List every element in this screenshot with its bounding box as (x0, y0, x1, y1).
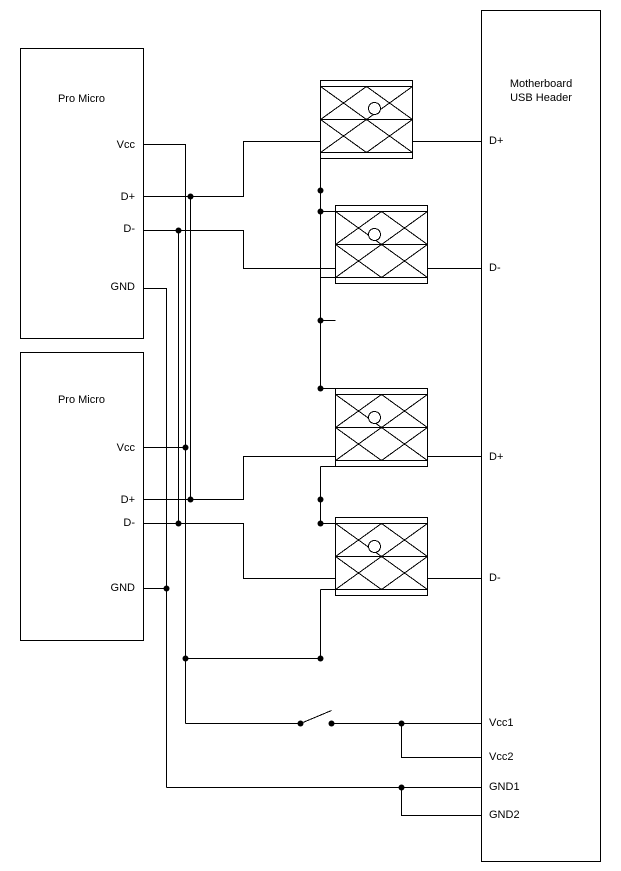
pm1-pin-gnd-label: GND (110, 281, 135, 293)
junction-dot (176, 521, 182, 527)
wire-gnd2-branch (402, 788, 482, 816)
junction-dot (188, 194, 194, 200)
header-pin-vcc2-label: Vcc2 (489, 751, 514, 763)
junction-dot (188, 497, 194, 503)
junction-dot (318, 188, 324, 194)
pro-micro-2-label: Pro Micro (57, 394, 106, 406)
switch-1-symbol (301, 711, 332, 724)
pm2-pin-gnd-label: GND (110, 582, 135, 594)
motherboard-usb-header-label: Motherboard USB Header (509, 78, 573, 104)
header-pin-dplus-2-label: D+ (489, 451, 504, 463)
relay-4-symbol (336, 518, 428, 596)
pm2-pin-dplus-label: D+ (120, 494, 135, 506)
relay-1-symbol (321, 81, 413, 159)
junction-dot (176, 228, 182, 234)
wire-vcc2-branch (402, 724, 482, 758)
junction-dot (318, 497, 324, 503)
header-pin-gnd1-label: GND1 (489, 781, 520, 793)
wire-pm2-dplus (144, 457, 336, 500)
junction-dot (318, 656, 324, 662)
pm1-pin-vcc-label: Vcc (116, 139, 135, 151)
header-pin-dplus-1-label: D+ (489, 135, 504, 147)
switch-terminal-dot (298, 721, 304, 727)
junction-dot (399, 721, 405, 727)
junction-dot (399, 785, 405, 791)
junction-dot (164, 586, 170, 592)
header-pin-dminus-2-label: D- (489, 572, 501, 584)
wire-pm2-dminus (144, 524, 336, 579)
junction-dot (318, 521, 324, 527)
wire-pm1-dplus (144, 142, 321, 197)
relay-2-symbol (336, 206, 428, 284)
pro-micro-1-label: Pro Micro (57, 93, 106, 105)
pm1-pin-dminus-label: D- (123, 223, 135, 235)
junction-dot (318, 386, 324, 392)
switch-terminal-dot (329, 721, 335, 727)
junction-dot (183, 656, 189, 662)
junction-dot (318, 209, 324, 215)
header-pin-dminus-1-label: D- (489, 262, 501, 274)
junction-dot (183, 445, 189, 451)
relay-3-symbol (336, 389, 428, 467)
header-pin-gnd2-label: GND2 (489, 809, 520, 821)
junction-dot (318, 318, 324, 324)
pm2-pin-dminus-label: D- (123, 517, 135, 529)
header-pin-vcc1-label: Vcc1 (489, 717, 514, 729)
pm2-pin-vcc-label: Vcc (116, 442, 135, 454)
wire-pm1-dminus (144, 231, 336, 269)
wire-pm1-gnd (144, 289, 167, 788)
pm1-pin-dplus-label: D+ (120, 191, 135, 203)
